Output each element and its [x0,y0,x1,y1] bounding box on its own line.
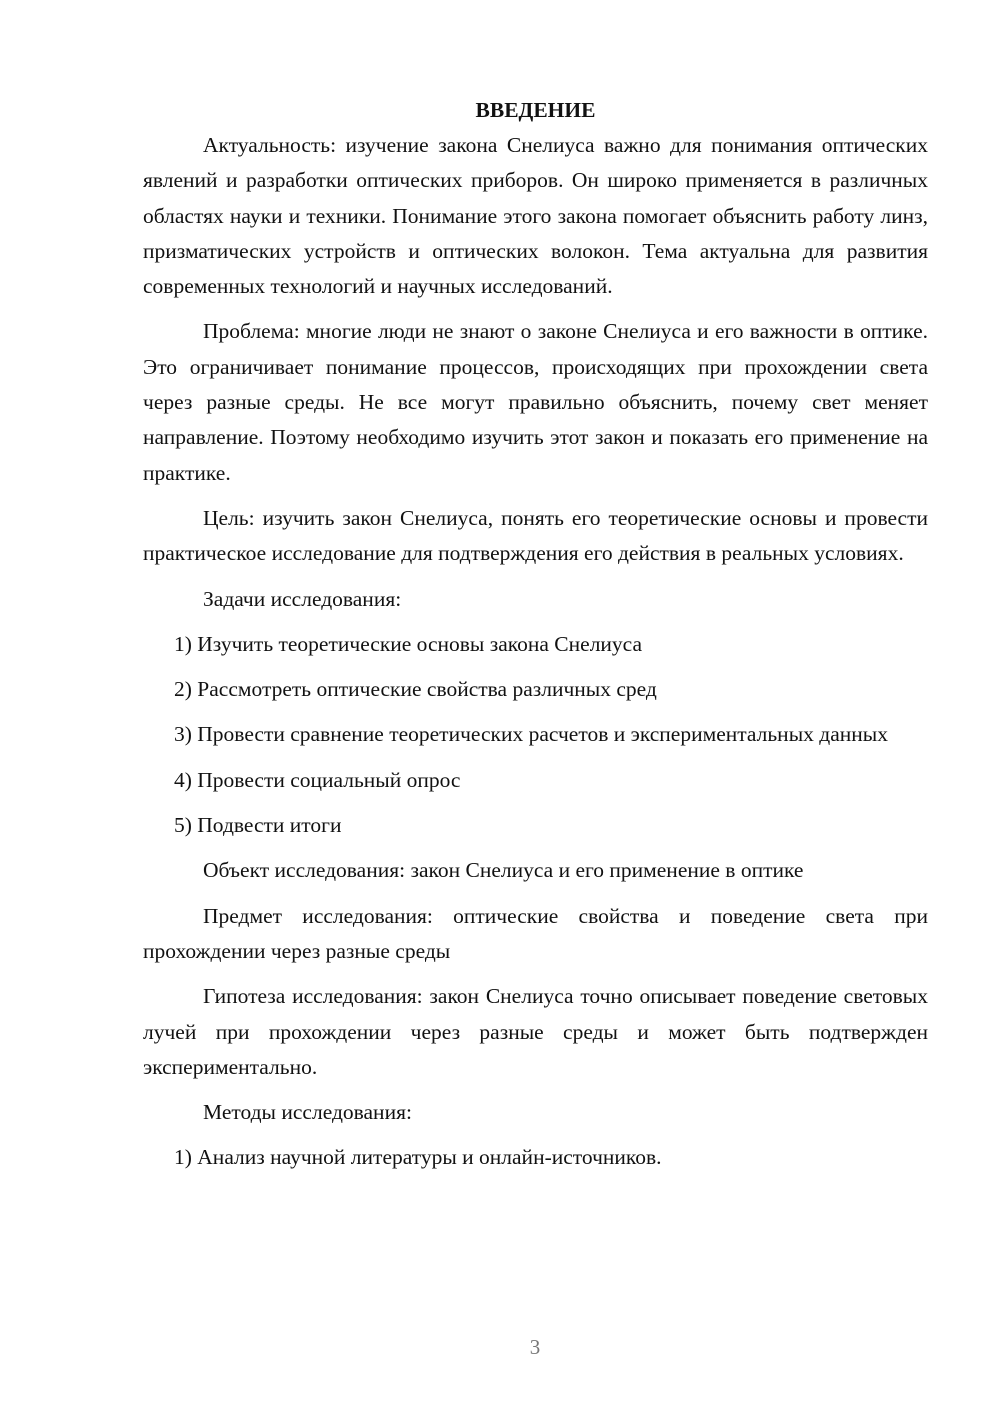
page-number: 3 [529,1335,541,1359]
object-paragraph: Объект исследования: закон Снелиуса и его применение в оптике [203,858,804,883]
problem-paragraph: Проблема: многие люди не знают о законе Снелиуса и его важности в оптике. Это ограничивает понимание процессов, происходящих при прохождении света через разные среды. Не все могут правильно объяснить, почему свет меняет направление. Поэтому необходимо изучить этот закон и показать его применение на практике. [143,319,928,485]
method-item-1: 1) Анализ научной литературы и онлайн-источников. [174,1145,662,1170]
tasks-title: Задачи исследования: [203,586,402,611]
goal-paragraph: Цель: изучить закон Снелиуса, понять его теоретические основы и провести практическое исследование для подтверждения его действия в реальных условиях. [143,505,928,566]
task-item-1: 1) Изучить теоретические основы закона Снелиуса [174,631,643,656]
relevance-paragraph: Актуальность: изучение закона Снелиуса важно для понимания оптических явлений и разработки оптических приборов. Он широко применяется в различных областях науки и техники. Понимание этого закона помогает объяснить работу линз, призматических устройств и оптических волокон. Тема актуальна для развития современных технологий и научных исследований. [143,133,928,299]
task-item-5: 5) Подвести итоги [174,813,342,838]
task-item-3: 3) Провести сравнение теоретических расчетов и экспериментальных данных [174,722,888,747]
hypothesis-paragraph: Гипотеза исследования: закон Снелиуса точно описывает поведение световых лучей при прохождении через разные среды и может быть подтвержден экспериментально. [143,984,928,1079]
task-item-4: 4) Провести социальный опрос [174,767,461,792]
methods-title: Методы исследования: [203,1100,412,1125]
section-heading: ВВЕДЕНИЕ [475,98,596,122]
task-item-2: 2) Рассмотреть оптические свойства различных сред [174,677,657,702]
page-content [143,93,928,1186]
subject-paragraph: Предмет исследования: оптические свойства и поведение света при прохождении через разные среды [143,903,928,963]
